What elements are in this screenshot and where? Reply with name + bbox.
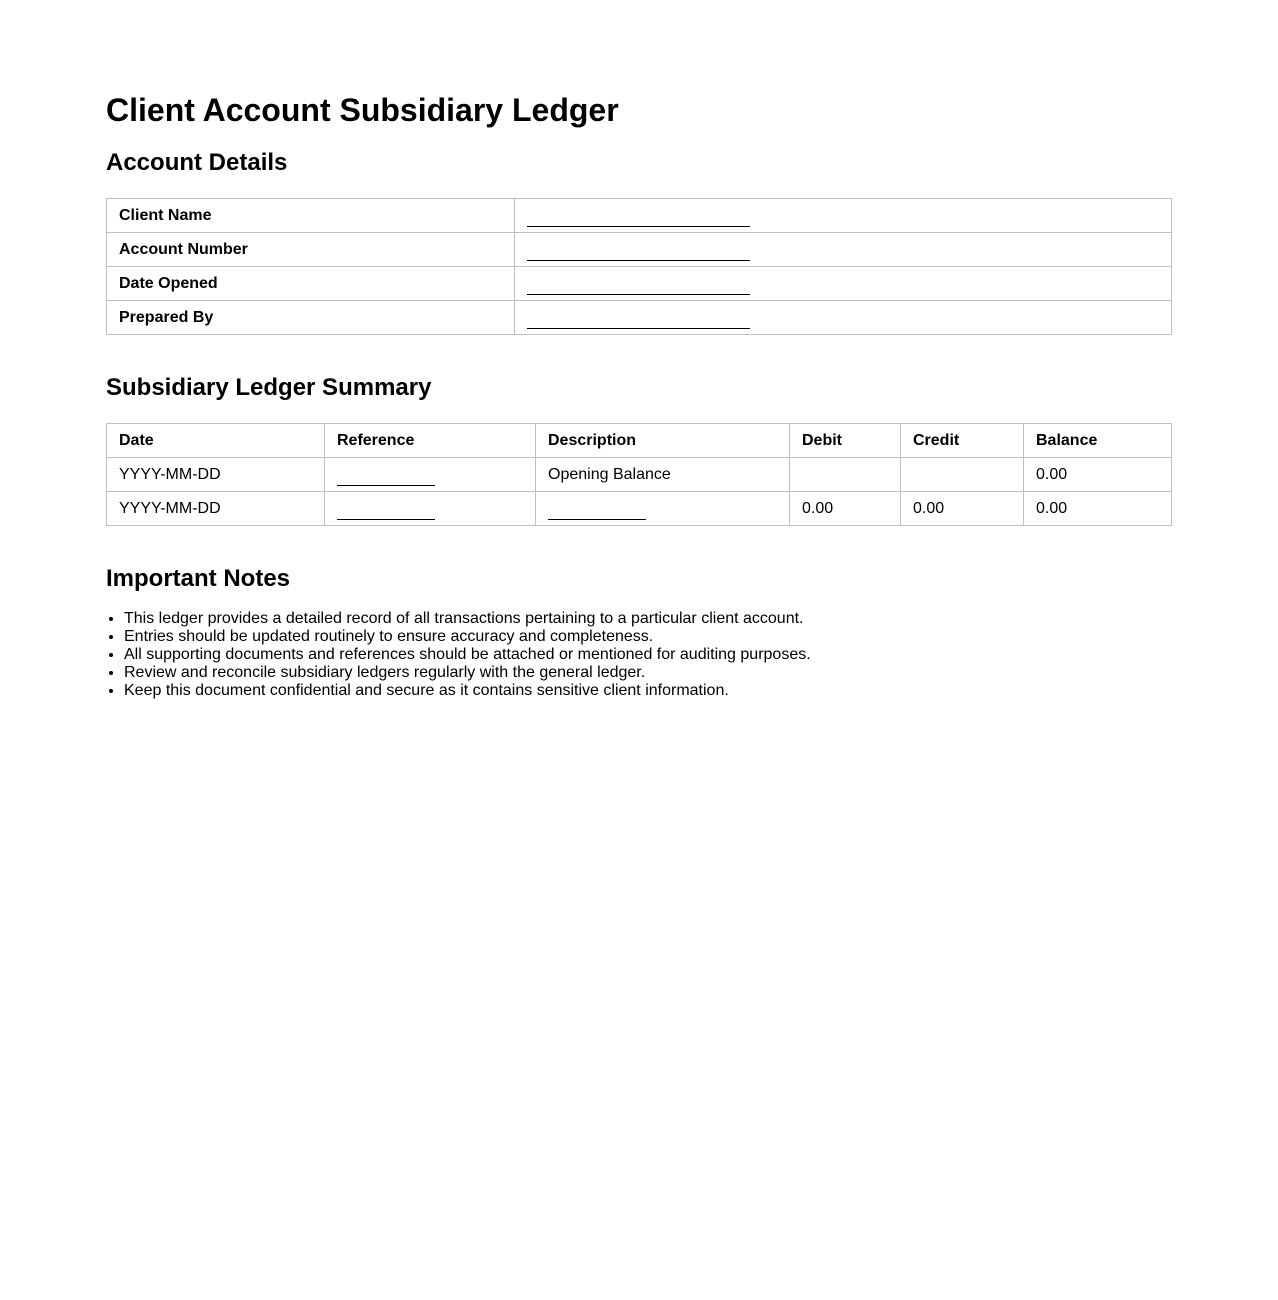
date-opened-value: [515, 267, 1172, 301]
account-details-heading: Account Details: [106, 149, 288, 176]
client-name-label: Client Name: [107, 199, 515, 233]
client-name-value: [515, 199, 1172, 233]
row2-credit: 0.00: [901, 492, 1024, 526]
col-reference-header: Reference: [325, 424, 536, 458]
date-opened-label: Date Opened: [107, 267, 515, 301]
notes-list: [106, 610, 1172, 700]
col-description-header: Description: [536, 424, 790, 458]
table-row: [107, 458, 1172, 492]
important-notes-heading: Important Notes: [106, 565, 291, 592]
account-number-value: [515, 233, 1172, 267]
table-header-row: [107, 424, 1172, 458]
account-details-table: [106, 198, 1172, 335]
row2-reference: [325, 492, 536, 526]
prepared-by-label: Prepared By: [107, 301, 515, 335]
row2-description: [536, 492, 790, 526]
prepared-by-blank: [527, 314, 750, 329]
date-opened-blank: [527, 280, 750, 295]
row1-balance: 0.00: [1024, 458, 1172, 492]
list-item: • This ledger provides a detailed record of all transactions pertaining to a particular client account.: [124, 610, 1172, 628]
row1-debit: [790, 458, 901, 492]
account-number-blank: [527, 246, 750, 261]
list-item: • All supporting documents and references should be attached or mentioned for auditing purposes.: [124, 646, 1172, 664]
ledger-summary-heading: Subsidiary Ledger Summary: [106, 374, 432, 401]
row1-reference: [325, 458, 536, 492]
prepared-by-value: [515, 301, 1172, 335]
col-date-header: Date: [107, 424, 325, 458]
row2-debit: 0.00: [790, 492, 901, 526]
row1-description: Opening Balance: [536, 458, 790, 492]
row2-balance: 0.00: [1024, 492, 1172, 526]
table-row: [107, 199, 1172, 233]
ledger-table: [106, 423, 1172, 526]
row2-date: YYYY-MM-DD: [107, 492, 325, 526]
client-name-blank: [527, 212, 750, 227]
col-credit-header: Credit: [901, 424, 1024, 458]
row1-credit: [901, 458, 1024, 492]
row2-description-blank: [548, 505, 646, 520]
table-row: [107, 233, 1172, 267]
col-balance-header: Balance: [1024, 424, 1172, 458]
list-item: • Keep this document confidential and secure as it contains sensitive client information.: [124, 682, 1172, 700]
row2-reference-blank: [337, 505, 435, 520]
account-number-label: Account Number: [107, 233, 515, 267]
table-row: [107, 267, 1172, 301]
col-debit-header: Debit: [790, 424, 901, 458]
row1-date: YYYY-MM-DD: [107, 458, 325, 492]
row1-reference-blank: [337, 471, 435, 486]
table-row: [107, 492, 1172, 526]
page-title: Client Account Subsidiary Ledger: [106, 92, 619, 128]
list-item: • Review and reconcile subsidiary ledgers regularly with the general ledger.: [124, 664, 1172, 682]
list-item: • Entries should be updated routinely to ensure accuracy and completeness.: [124, 628, 1172, 646]
table-row: [107, 301, 1172, 335]
